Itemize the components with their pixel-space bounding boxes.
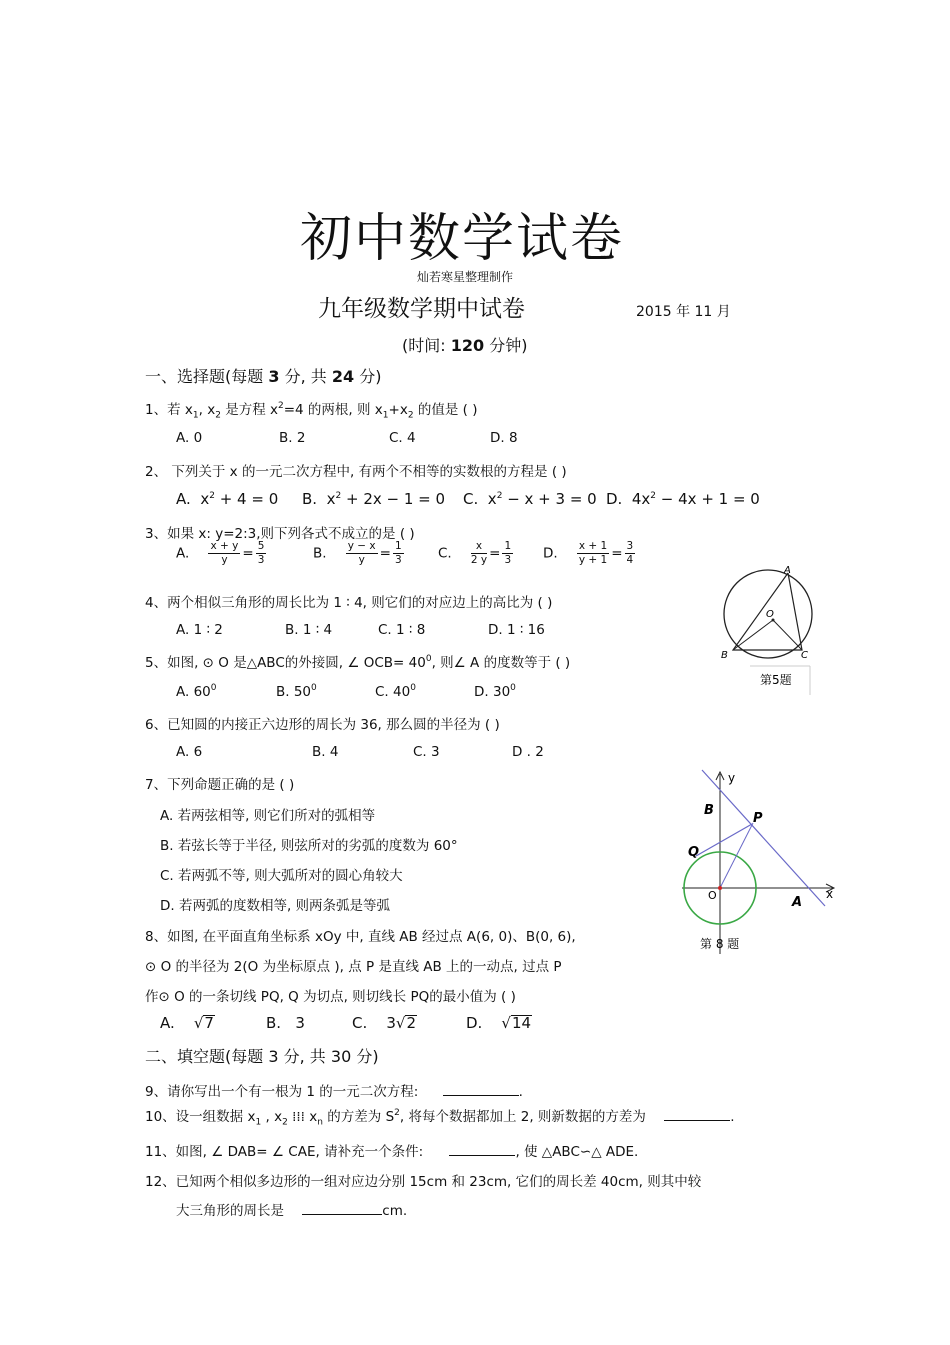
q4-option-d[interactable]: D. 1 ∶ 16: [488, 622, 545, 638]
option-letter: B.: [302, 490, 318, 508]
option-sup: 2: [335, 491, 342, 501]
q3-option-d[interactable]: D. $\frac{x + 1}{y + 1}$ = $\frac{3}{4}$: [543, 540, 634, 566]
q3-option-a[interactable]: A. $\frac{x + y}{y}$ = $\frac{5}{3}$: [176, 540, 265, 566]
q1-option-d[interactable]: D. 8: [490, 430, 518, 446]
option-letter: C.: [438, 545, 452, 562]
option-expr: x: [326, 490, 336, 508]
section-label-c: 分): [351, 1047, 379, 1066]
q1-text: 1、若 x: [145, 402, 193, 418]
q1-sub: 1: [382, 410, 389, 421]
question-8-line2: ⊙ O 的半径为 2(O 为坐标原点 ), 点 P 是直线 AB 上的一动点, 过点 P: [145, 959, 562, 975]
q7-option-d[interactable]: D. 若两弧的度数相等, 则两条弧是等弧: [160, 898, 391, 914]
q1-option-b[interactable]: B. 2: [279, 430, 306, 446]
figure-caption: 第5题: [760, 673, 792, 687]
q7-option-b[interactable]: B. 若弦长等于半径, 则弦所对的劣弧的度数为 60°: [160, 838, 458, 854]
option-sup: 2: [650, 491, 657, 501]
option-letter: A.: [176, 545, 190, 562]
q1-sub: 1: [192, 410, 199, 421]
time-value: 120: [450, 336, 485, 355]
q10-text: , x: [261, 1109, 283, 1125]
option-sup: 2: [496, 491, 503, 501]
q1-sub: 2: [215, 410, 221, 421]
q9-tail: .: [518, 1084, 523, 1100]
fraction-right: $\frac{5}{3}$: [257, 540, 265, 566]
label-x: x: [826, 887, 834, 901]
q5-text: , 则∠ A 的度数等于 ( ): [431, 655, 571, 671]
label-b: B: [721, 650, 728, 661]
option-expr: + 4 = 0: [214, 490, 279, 508]
q11-tail: , 使 △ABC∽△ ADE.: [515, 1144, 639, 1160]
q5-option-d[interactable]: D. $30^0$: [474, 683, 516, 700]
q1-sup: 2: [278, 401, 284, 411]
section-total: 30: [330, 1047, 352, 1066]
q12-text: 大三角形的周长是: [176, 1203, 284, 1219]
q9-text: 9、请你写出一个有一根为 1 的一元二次方程:: [145, 1084, 419, 1100]
q5-sup: 0: [425, 654, 432, 664]
section-label-c: 分): [354, 367, 382, 386]
question-3-stem: 3、如果 x: y=2:3,则下列各式不成立的是 ( ): [145, 526, 415, 542]
q6-option-a[interactable]: A. 6: [176, 744, 203, 760]
question-11: [145, 1140, 638, 1160]
question-8-line3: 作⊙ O 的一条切线 PQ, Q 为切点, 则切线长 PQ的最小值为 ( ): [145, 989, 516, 1005]
option-expr: − x + 3 = 0: [502, 490, 597, 508]
q8-option-d[interactable]: D. √14: [466, 1014, 532, 1032]
q1-text: , x: [198, 402, 216, 418]
question-2-stem: 2、 下列关于 x 的一元二次方程中, 有两个不相等的实数根的方程是 ( ): [145, 464, 567, 480]
label-q: Q: [688, 845, 700, 860]
fraction-left: $\frac{x + 1}{y + 1}$: [578, 540, 608, 566]
coordinate-diagram: [680, 768, 842, 956]
option-value: 3: [295, 1014, 305, 1032]
question-10: 10、设一组数据 $x_1$ , $x_2$ ⁞⁞⁞ $x_n$ 的方差为 $S^2$, 将每个数据都加上 2, 则新数据的方差为 .: [145, 1108, 735, 1128]
fraction-left: $\frac{x + y}{y}$: [210, 540, 239, 566]
radicand: 14: [511, 1014, 532, 1032]
label-a: A: [784, 565, 791, 576]
exam-date: 2015 年 11 月: [636, 304, 731, 320]
option-expr: x: [200, 490, 210, 508]
q8-option-c[interactable]: C. 3√2: [352, 1014, 416, 1032]
option-letter: B.: [266, 1014, 282, 1032]
option-letter: A.: [160, 1014, 175, 1032]
option-letter: D.: [466, 1014, 483, 1032]
figure-q8: [680, 768, 842, 956]
q10-text: 10、设一组数据 x: [145, 1109, 256, 1125]
exam-duration: [402, 333, 527, 356]
answer-blank[interactable]: [443, 1083, 519, 1096]
document-subtitle: 灿若寒星整理制作: [417, 270, 514, 284]
q1-text: =4 的两根, 则 x: [283, 402, 383, 418]
option-letter: C.: [352, 1014, 368, 1032]
section-label-a: 一、选择题(每题: [145, 367, 269, 386]
question-4-stem: 4、两个相似三角形的周长比为 1 ∶ 4, 则它们的对应边上的高比为 ( ): [145, 595, 553, 611]
q1-option-c[interactable]: C. 4: [389, 430, 416, 446]
fraction-left: $\frac{y - x}{y}$: [347, 540, 376, 566]
option-expr: 4x: [631, 490, 651, 508]
q10-text: 的方差为 S: [322, 1109, 395, 1125]
option-letter: D.: [543, 545, 558, 562]
option-sup: 2: [209, 491, 215, 501]
q5-text: 5、如图, ⊙ O 是△ABC的外接圆, ∠ OCB= 40: [145, 655, 426, 671]
section-fill-heading: [145, 1044, 379, 1067]
segment-ob: [733, 620, 773, 650]
q5-option-a[interactable]: A. $60^0$: [176, 683, 217, 700]
label-p: P: [753, 811, 763, 826]
q10-text: , 将每个数据都加上 2, 则新数据的方差为: [399, 1109, 646, 1125]
q6-option-b[interactable]: B. 4: [312, 744, 339, 760]
fraction-right: $\frac{3}{4}$: [626, 540, 634, 566]
label-a: A: [792, 895, 803, 910]
q8-option-a[interactable]: A. √7: [160, 1014, 214, 1032]
radicand: 2: [406, 1014, 416, 1032]
q1-text: +x: [388, 402, 408, 418]
q7-option-c[interactable]: C. 若两弧不等, 则大弧所对的圆心角较大: [160, 868, 403, 884]
question-5-stem: [145, 651, 570, 671]
origin-point: [718, 886, 722, 890]
q2-option-c[interactable]: [463, 490, 597, 508]
q8-option-b[interactable]: [266, 1014, 305, 1032]
option-letter: B.: [313, 545, 327, 562]
time-label: (时间:: [402, 336, 451, 355]
radicand: 7: [204, 1014, 214, 1032]
figure-caption: 第 8 题: [700, 937, 740, 951]
q3-option-c[interactable]: C. $\frac{x}{2 y}$ = $\frac{1}{3}$: [438, 540, 512, 566]
section-label-b: 分, 共: [278, 1047, 331, 1066]
option-expr: − 4x + 1 = 0: [656, 490, 760, 508]
section-label-a: 二、填空题(每题: [145, 1047, 269, 1066]
q1-sub: 2: [407, 410, 414, 421]
q4-option-a[interactable]: A. 1 ∶ 2: [176, 622, 223, 638]
answer-blank[interactable]: [664, 1108, 730, 1121]
q2-option-a[interactable]: [176, 490, 278, 508]
question-8-line1: 8、如图, 在平面直角坐标系 xOy 中, 直线 AB 经过点 A(6, 0)、B(0, 6),: [145, 929, 576, 945]
option-letter: A.: [176, 490, 191, 508]
time-unit: 分钟): [484, 336, 528, 355]
q10-tail: .: [730, 1109, 735, 1125]
q10-text: ⁞⁞⁞ x: [287, 1109, 318, 1125]
q2-option-b[interactable]: [302, 490, 445, 508]
q2-option-d[interactable]: [606, 490, 760, 508]
q3-option-b[interactable]: B. $\frac{y - x}{y}$ = $\frac{1}{3}$: [313, 540, 402, 566]
coefficient: 3: [386, 1014, 396, 1032]
section-total: 24: [331, 367, 355, 386]
question-9: [145, 1080, 523, 1100]
section-label-b: 分, 共: [279, 367, 332, 386]
option-expr: x: [487, 490, 497, 508]
q4-option-c[interactable]: C. 1 ∶ 8: [378, 622, 426, 638]
q6-option-c[interactable]: C. 3: [413, 744, 440, 760]
section-choice-heading: [145, 364, 381, 387]
label-b: B: [704, 803, 714, 818]
circumcircle-diagram: [716, 562, 814, 696]
label-y: y: [728, 771, 736, 785]
answer-blank[interactable]: [449, 1143, 515, 1156]
q4-option-b[interactable]: B. 1 ∶ 4: [285, 622, 333, 638]
q1-option-a[interactable]: A. 0: [176, 430, 203, 446]
option-expr: + 2x − 1 = 0: [341, 490, 446, 508]
q5-option-b[interactable]: B. $50^0$: [276, 683, 317, 700]
option-letter: C.: [463, 490, 479, 508]
figure-q5: [716, 562, 814, 696]
label-c: C: [801, 650, 808, 661]
question-1-stem: [145, 398, 478, 421]
section-each: 3: [268, 1047, 279, 1066]
q7-option-a[interactable]: A. 若两弦相等, 则它们所对的弧相等: [160, 808, 376, 824]
fraction-right: $\frac{1}{3}$: [504, 540, 512, 566]
label-o: O: [708, 889, 717, 902]
fraction-right: $\frac{1}{3}$: [394, 540, 402, 566]
q5-option-c[interactable]: C. $40^0$: [375, 683, 416, 700]
label-o: O: [766, 609, 774, 620]
question-12-line1: 12、已知两个相似多边形的一组对应边分别 15cm 和 23cm, 它们的周长差 40cm, 则其中较: [145, 1174, 702, 1190]
q1-text: 的值是 ( ): [413, 402, 478, 418]
document-title: 初中数学试卷: [300, 209, 625, 269]
question-6-stem: 6、已知圆的内接正六边形的周长为 36, 那么圆的半径为 ( ): [145, 717, 500, 733]
question-7-stem: 7、下列命题正确的是 ( ): [145, 777, 295, 793]
q11-text: 11、如图, ∠ DAB= ∠ CAE, 请补充一个条件:: [145, 1144, 424, 1160]
fraction-left: $\frac{x}{2 y}$: [470, 540, 488, 566]
tangent-pq: [696, 824, 752, 856]
question-12-line2: [176, 1199, 407, 1219]
exam-title: 九年级数学期中试卷: [318, 296, 525, 322]
answer-blank[interactable]: [302, 1202, 382, 1215]
q6-option-d[interactable]: D . 2: [512, 744, 544, 760]
option-letter: D.: [606, 490, 623, 508]
section-each: 3: [268, 367, 280, 386]
q1-text: 是方程 x: [220, 402, 278, 418]
q12-tail: cm.: [382, 1203, 408, 1219]
